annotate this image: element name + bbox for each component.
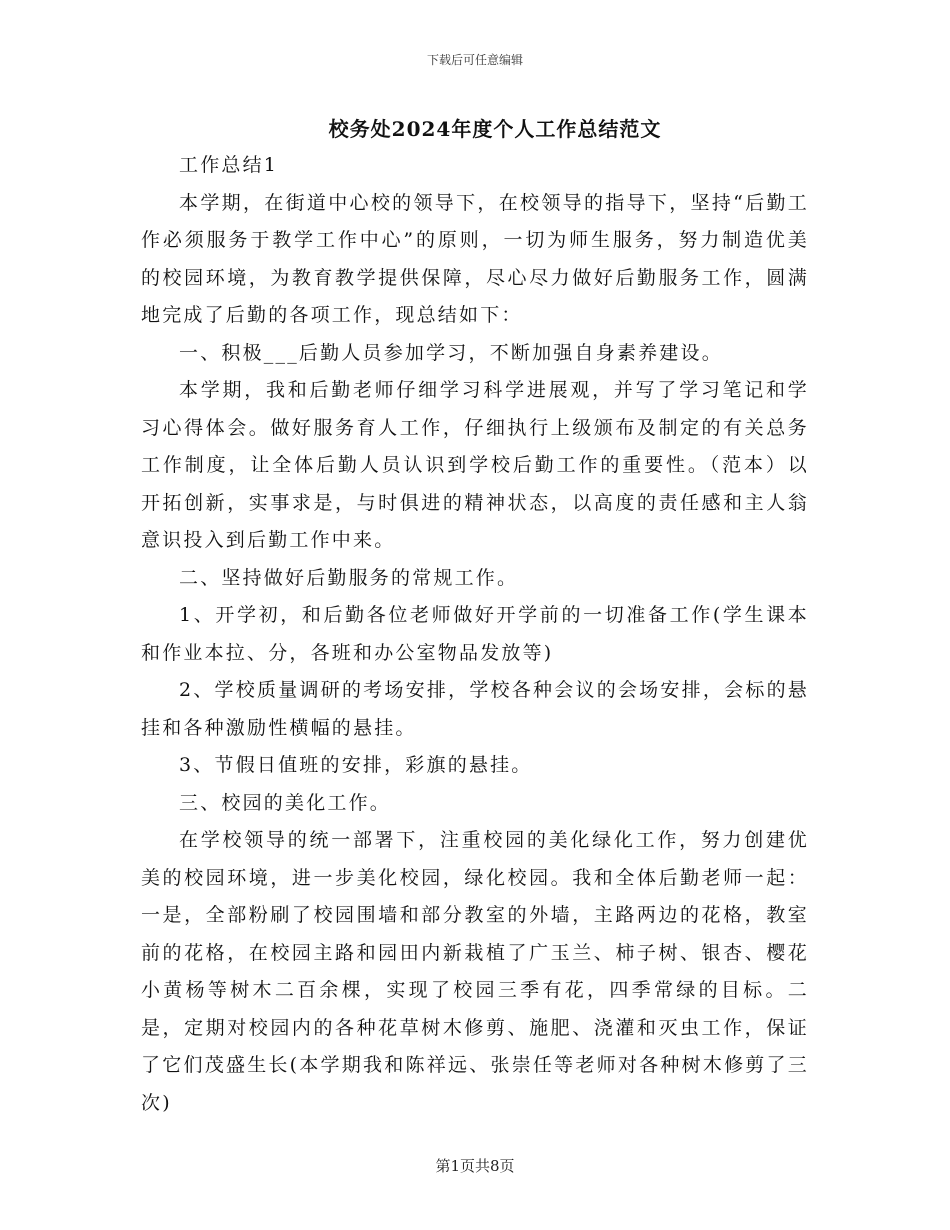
list-item-3: 3、节假日值班的安排，彩旗的悬挂。 — [179, 754, 533, 776]
document-body — [141, 147, 809, 1122]
document-title: 校务处2024年度个人工作总结范文 — [328, 117, 662, 141]
list-item-1: 1、开学初，和后勤各位老师做好开学前的一切准备工作(学生课本和作业本拉、分，各班和办公室物品发放等) — [141, 604, 809, 664]
list-item-2: 2、学校质量调研的考场安排，学校各种会议的会场安排，会标的悬挂和各种激励性横幅的悬挂。 — [141, 679, 809, 739]
paragraph-study: 本学期，我和后勤老师仔细学习科学进展观，并写了学习笔记和学习心得体会。做好服务育人工作，仔细执行上级颁布及制定的有关总务工作制度，让全体后勤人员认识到学校后勤工作的重要性。（范本）以开拓创新，实事求是，与时俱进的精神状态，以高度的责任感和主人翁意识投入到后勤工作中来。 — [141, 379, 809, 551]
section-heading-summary: 工作总结1 — [179, 154, 279, 176]
page-number: 第1页共8页 — [435, 1157, 515, 1175]
paragraph-intro: 本学期，在街道中心校的领导下，在校领导的指导下，坚持“后勤工作必须服务于教学工作中心”的原则，一切为师生服务，努力制造优美的校园环境，为教育教学提供保障，尽心尽力做好后勤服务工作，圆满地完成了后勤的各项工作，现总结如下： — [141, 191, 809, 326]
section-heading-3: 三、校园的美化工作。 — [179, 791, 392, 814]
section-heading-2: 二、坚持做好后勤服务的常规工作。 — [179, 566, 519, 589]
paragraph-campus: 在学校领导的统一部署下，注重校园的美化绿化工作，努力创建优美的校园环境，进一步美化校园，绿化校园。我和全体后勤老师一起：一是，全部粉刷了校园围墙和部分教室的外墙，主路两边的花格，教室前的花格，在校园主路和园田内新栽植了广玉兰、柿子树、银杏、樱花小黄杨等树木二百余棵，实现了校园三季有花，四季常绿的目标。二是，定期对校园内的各种花草树木修剪、施肥、浇灌和灭虫工作，保证了它们茂盛生长(本学期我和陈祥远、张崇任等老师对各种树木修剪了三次) — [141, 829, 809, 1114]
page-header-note: 下载后可任意编辑 — [426, 53, 523, 67]
section-heading-1: 一、积极___后勤人员参加学习，不断加强自身素养建设。 — [179, 341, 723, 364]
